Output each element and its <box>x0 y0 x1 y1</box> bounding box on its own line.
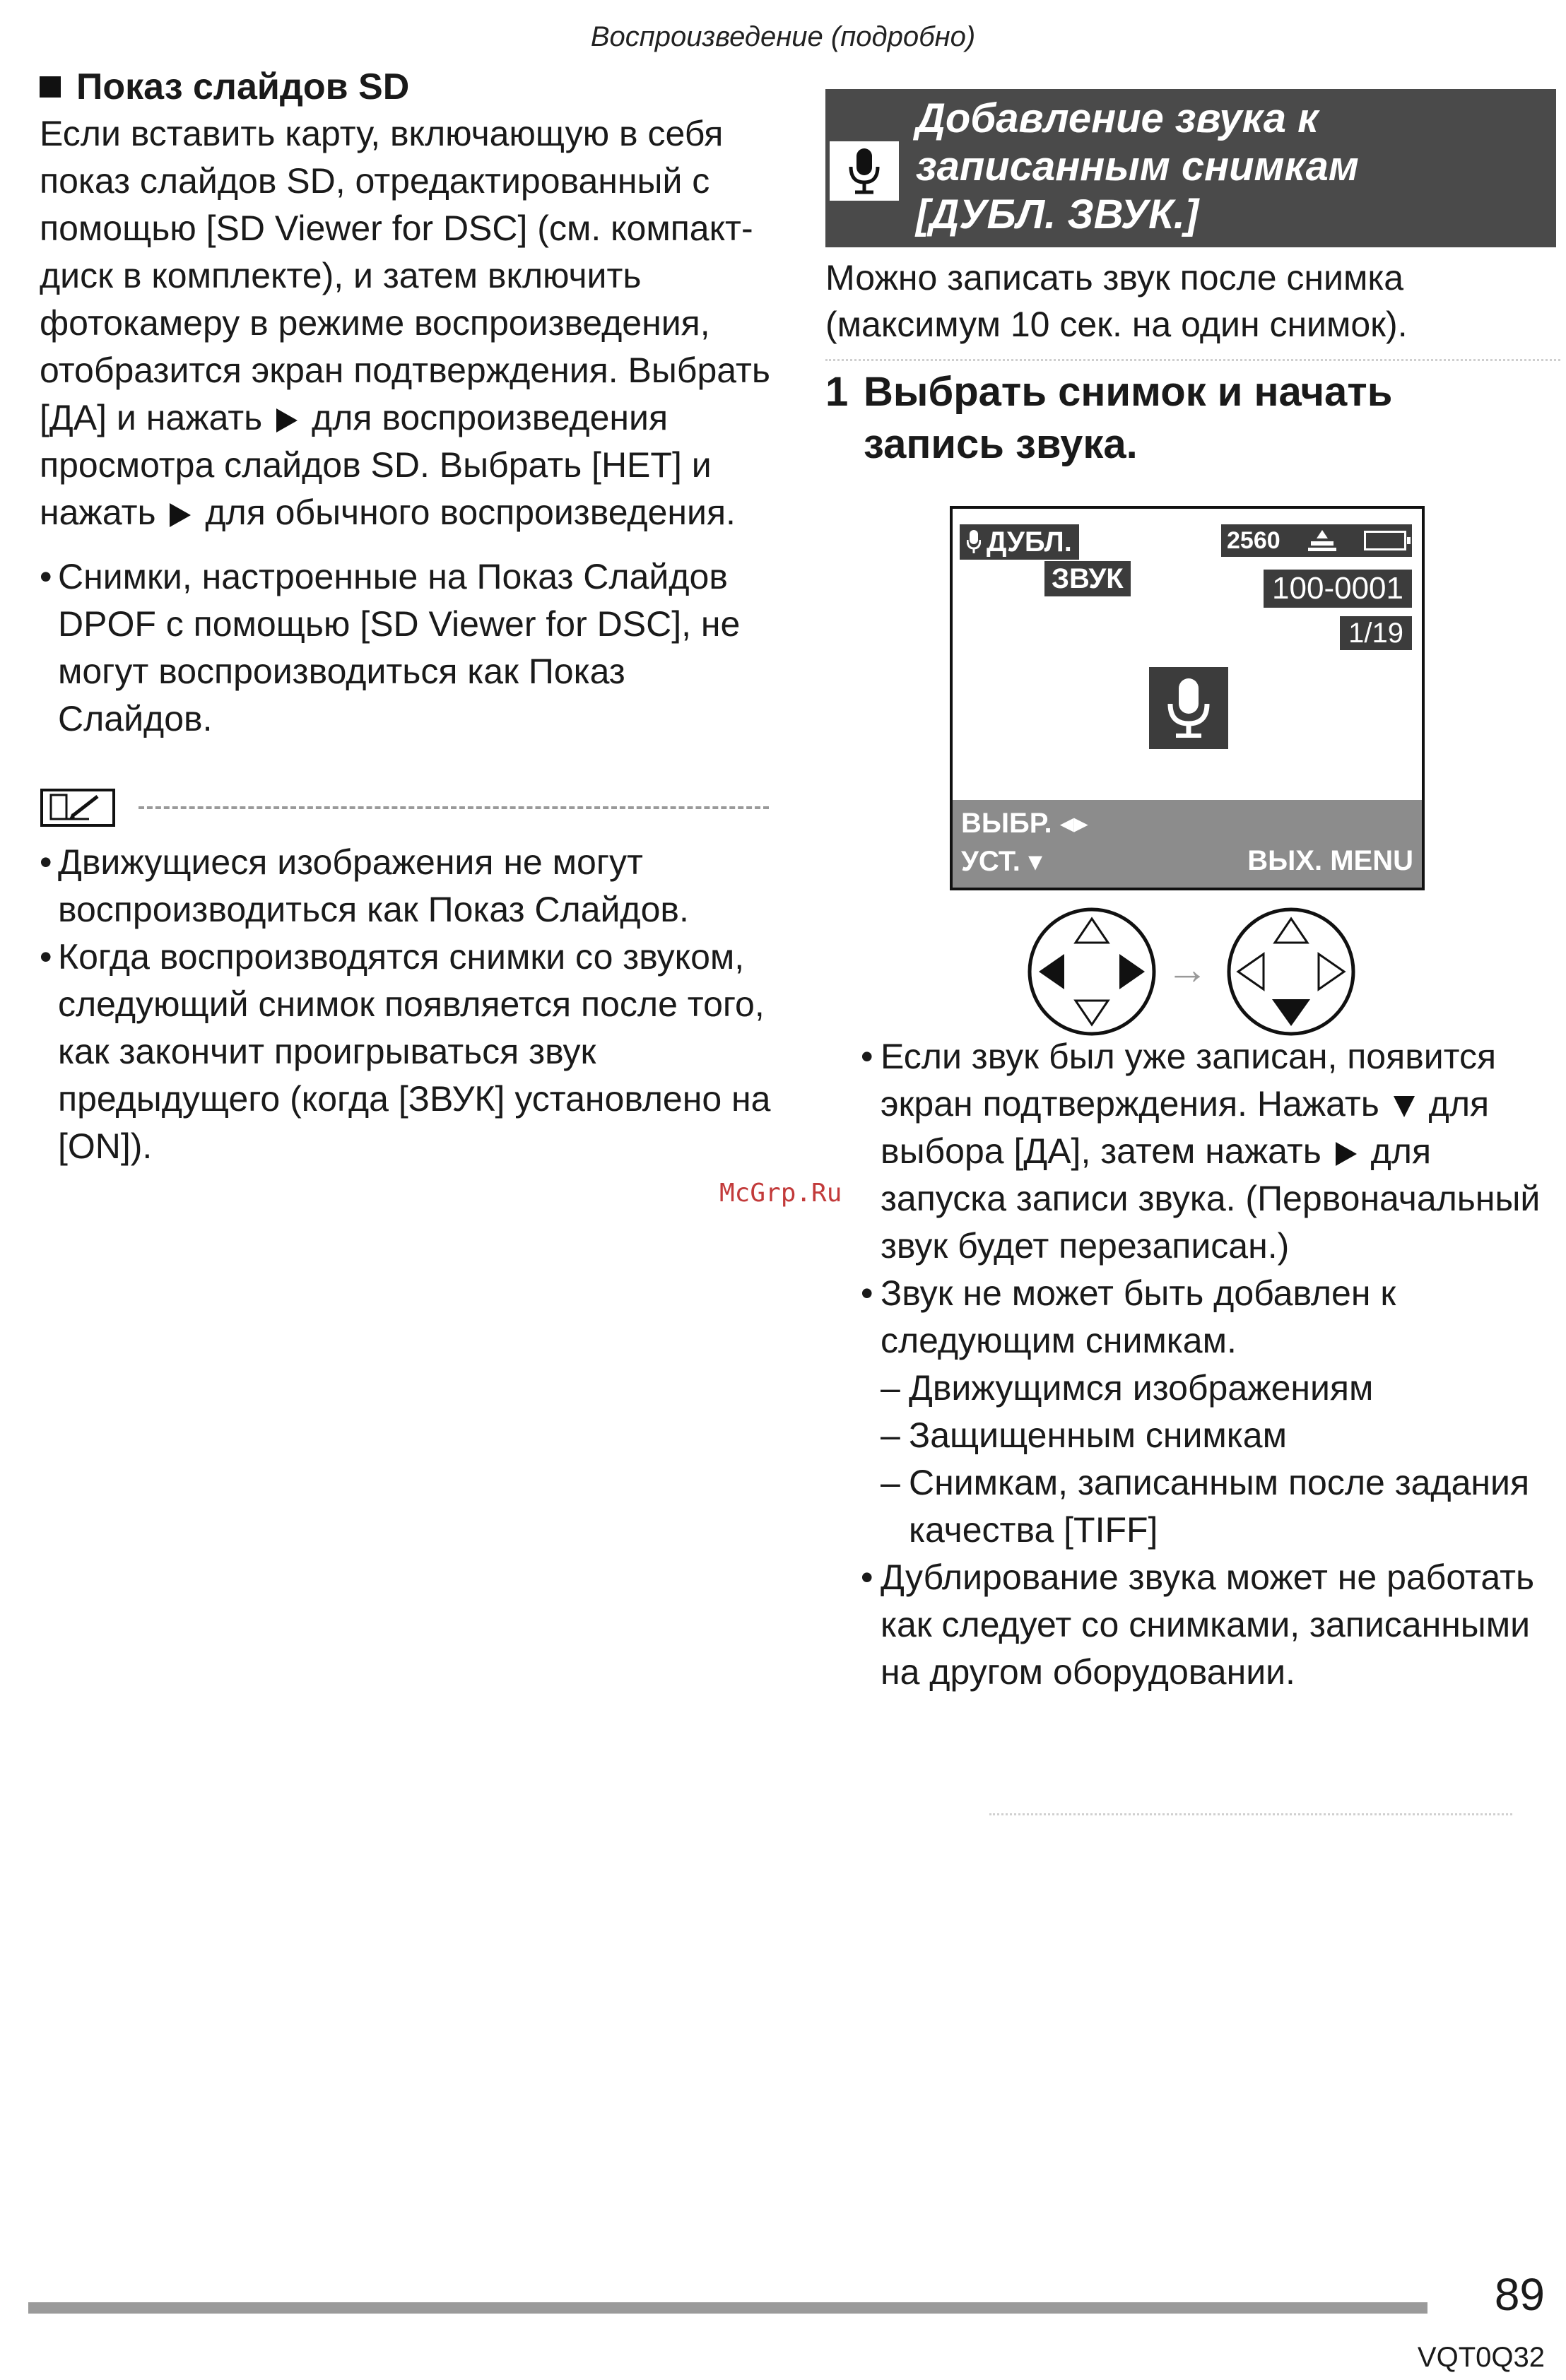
banner-line: [ДУБЛ. ЗВУК.] <box>916 192 1199 237</box>
battery-icon <box>1364 531 1406 550</box>
down-arrow-icon: ▾ <box>1028 846 1043 877</box>
bullet-restrictions <box>861 1270 1560 1554</box>
page-number: 89 <box>1494 2269 1545 2320</box>
dpof-bullet-list <box>40 553 775 743</box>
note-bullet: • Движущиеся изображения не могут воспроизводиться как Показ Слайдов. <box>40 839 775 933</box>
right-arrow-icon <box>1336 1142 1357 1166</box>
step-number: 1 <box>825 369 849 415</box>
right-arrow-icon <box>276 408 298 432</box>
watermark: McGrp.Ru <box>719 1179 842 1208</box>
banner-line: записанным снимкам <box>916 143 1359 189</box>
screen-resolution: 2560 <box>1227 527 1281 554</box>
screen-set-text: УСТ. <box>961 846 1020 877</box>
left-right-arrows-icon: ◂▸ <box>1059 808 1088 839</box>
screen-select-hint <box>961 807 1088 840</box>
step-line-2: запись звука. <box>864 421 1138 467</box>
section-title-row <box>40 64 775 110</box>
screen-dubl-label <box>960 524 1079 560</box>
dpad-down-icon <box>1225 906 1357 1037</box>
sub-item: – Движущимся изображениям <box>881 1365 1560 1412</box>
restriction-sublist <box>881 1365 1560 1554</box>
model-code: VQT0Q32 <box>1417 2342 1545 2373</box>
screen-counter: 1/19 <box>1340 616 1412 650</box>
mic-badge <box>830 141 899 201</box>
note-bullet-list <box>40 839 775 1170</box>
screen-bottom-bar <box>953 800 1422 888</box>
down-arrow-icon <box>1394 1096 1415 1117</box>
transition-arrow-icon: → <box>1166 945 1208 993</box>
dpad-left-right-icon <box>1026 906 1158 1037</box>
step-heading <box>825 366 1392 471</box>
left-column <box>40 64 775 1170</box>
page-header: Воспроизведение (подробно) <box>590 21 976 52</box>
bullet-text: Если звук был уже записан, появится экран подтверждения. Нажать <box>881 1037 1497 1124</box>
camera-screen <box>950 506 1425 890</box>
screen-zvuk-label: ЗВУК <box>1044 561 1131 596</box>
note-divider <box>40 785 775 835</box>
banner-title <box>916 95 1359 239</box>
microphone-icon <box>847 147 882 195</box>
microphone-icon <box>1165 677 1213 739</box>
section-title: Показ слайдов SD <box>76 66 410 107</box>
sub-item: – Защищенным снимкам <box>881 1412 1560 1459</box>
dotted-divider <box>825 359 1560 361</box>
section-banner <box>825 89 1556 247</box>
screen-exit-hint <box>1247 845 1413 877</box>
screen-exit-text: ВЫХ. <box>1247 845 1323 876</box>
banner-line: Добавление звука к <box>916 95 1319 141</box>
bullet-confirm <box>861 1033 1560 1270</box>
screen-dubl-text: ДУБЛ. <box>987 526 1072 558</box>
intro-text: Можно записать звук после снимка (максимум 10 сек. на один снимок). <box>825 258 1408 344</box>
right-arrow-icon <box>170 503 191 527</box>
screen-status-bar <box>1221 524 1412 557</box>
note-icon <box>40 788 116 827</box>
bullet-text: для выбора [ДА], затем нажать <box>881 1084 1490 1171</box>
screen-mic-badge <box>1149 667 1228 749</box>
slideshow-text-3: для обычного воспроизведения. <box>205 493 736 532</box>
right-bullet-list <box>861 1033 1560 1696</box>
quality-icon <box>1307 529 1338 553</box>
screen-file-number: 100-0001 <box>1264 570 1412 608</box>
screen-menu-key: MENU <box>1330 845 1413 876</box>
step-line-1: Выбрать снимок и начать <box>864 369 1393 415</box>
dpof-bullet: • Снимки, настроенные на Показ Слайдов DPOF с помощью [SD Viewer for DSC], не могут воспроизводиться как Показ Слайдов. <box>40 553 775 743</box>
note-bullet: • Когда воспроизводятся снимки со звуком, следующий снимок появляется после того, как закончит проигрываться звук предыдущего (когда [ЗВУК] установлено на [ON]). <box>40 933 775 1170</box>
slideshow-description <box>40 110 775 536</box>
slideshow-text-1: Если вставить карту, включающую в себя показ слайдов SD, отредактированный с помощью [SD Viewer for DSC] (см. компакт-диск в комплекте), и затем включить фотокамеру в режиме воспроизведения, отобразится экран подтверждения. Выбрать [ДА] и нажать <box>40 114 770 437</box>
dotted-divider <box>989 1813 1512 1815</box>
screen-set-hint <box>961 845 1042 878</box>
dashed-line <box>139 806 769 809</box>
bullet-compat: • Дублирование звука может не работать как следует со снимками, записанными на другом оборудовании. <box>861 1554 1560 1696</box>
bullet-text: Звук не может быть добавлен к следующим снимкам. <box>881 1273 1396 1360</box>
slideshow-text-2: для воспроизведения просмотра слайдов SD. Выбрать [НЕТ] и нажать <box>40 398 712 532</box>
screen-select-text: ВЫБР. <box>961 808 1052 839</box>
microphone-icon <box>967 530 981 554</box>
bullet-text: для запуска записи звука. (Первоначальный звук будет перезаписан.) <box>881 1131 1541 1266</box>
square-bullet-icon <box>40 76 61 98</box>
footer-bar <box>28 2302 1427 2314</box>
sub-item: – Снимкам, записанным после задания качества [TIFF] <box>881 1459 1560 1554</box>
